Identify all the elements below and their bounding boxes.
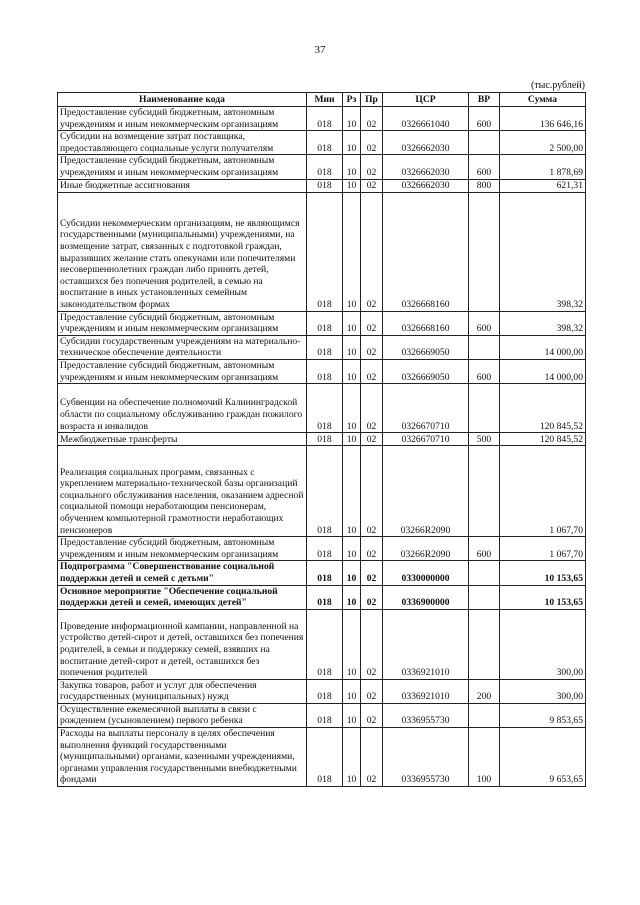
row-csr: 0326661040 [383, 107, 469, 131]
row-pr: 02 [361, 155, 383, 179]
row-sum: 14 000,00 [500, 359, 586, 383]
row-csr: 0326668160 [383, 311, 469, 335]
row-sum: 2 500,00 [500, 131, 586, 155]
row-pr: 02 [361, 131, 383, 155]
row-csr: 0330000000 [383, 561, 469, 585]
row-pr: 02 [361, 311, 383, 335]
row-rz: 10 [343, 446, 361, 537]
row-csr: 0326669050 [383, 335, 469, 359]
row-pr: 02 [361, 446, 383, 537]
row-min: 018 [307, 131, 343, 155]
row-rz: 10 [343, 155, 361, 179]
row-csr: 0326670710 [383, 384, 469, 433]
row-sum: 9 853,65 [500, 703, 586, 727]
row-rz: 10 [343, 192, 361, 311]
row-csr: 03266R2090 [383, 537, 469, 561]
row-vr: 800 [469, 179, 500, 192]
row-rz: 10 [343, 537, 361, 561]
row-min: 018 [307, 728, 343, 787]
table-row [58, 703, 586, 727]
row-sum: 1 878,69 [500, 155, 586, 179]
row-min: 018 [307, 192, 343, 311]
row-pr: 02 [361, 192, 383, 311]
row-rz: 10 [343, 585, 361, 609]
row-rz: 10 [343, 561, 361, 585]
row-vr [469, 446, 500, 537]
row-vr: 600 [469, 107, 500, 131]
row-name: Подпрограмма "Совершенствование социальной поддержки детей и семей с детьми" [58, 561, 307, 585]
header-sum: Сумма [500, 93, 586, 107]
row-rz: 10 [343, 703, 361, 727]
row-min: 018 [307, 384, 343, 433]
row-min: 018 [307, 359, 343, 383]
row-rz: 10 [343, 679, 361, 703]
table-row [58, 609, 586, 679]
row-name: Проведение информационной кампании, направленной на устройство детей-сирот и детей, оставшихся без попечения родителей, в семьи и поддержку семей, взявших на воспитание детей-сирот и детей, оставшихся без попечения родителей [58, 609, 307, 679]
row-vr [469, 585, 500, 609]
row-name: Предоставление субсидий бюджетным, автономным учреждениям и иным некоммерческим организациям [58, 537, 307, 561]
row-vr: 600 [469, 155, 500, 179]
row-vr [469, 384, 500, 433]
table-row [58, 179, 586, 192]
row-name: Предоставление субсидий бюджетным, автономным учреждениям и иным некоммерческим организациям [58, 311, 307, 335]
header-min: Мин [307, 93, 343, 107]
row-csr: 0336955730 [383, 703, 469, 727]
row-csr: 0326662030 [383, 131, 469, 155]
row-rz: 10 [343, 433, 361, 446]
row-vr [469, 703, 500, 727]
row-sum: 1 067,70 [500, 537, 586, 561]
table-row [58, 192, 586, 311]
row-rz: 10 [343, 728, 361, 787]
row-sum: 9 653,65 [500, 728, 586, 787]
row-rz: 10 [343, 179, 361, 192]
row-name: Предоставление субсидий бюджетным, автономным учреждениям и иным некоммерческим организациям [58, 107, 307, 131]
row-name: Субвенции на обеспечение полномочий Калининградской области по социальному обслуживанию граждан пожилого возраста и инвалидов [58, 384, 307, 433]
row-csr: 0336955730 [383, 728, 469, 787]
header-row [58, 93, 586, 107]
table-row [58, 561, 586, 585]
row-sum: 300,00 [500, 679, 586, 703]
row-min: 018 [307, 433, 343, 446]
row-rz: 10 [343, 359, 361, 383]
row-sum: 621,31 [500, 179, 586, 192]
row-name: Межбюджетные трансферты [58, 433, 307, 446]
table-row [58, 728, 586, 787]
row-name: Иные бюджетные ассигнования [58, 179, 307, 192]
row-pr: 02 [361, 728, 383, 787]
row-csr: 0336900000 [383, 585, 469, 609]
row-vr [469, 561, 500, 585]
row-sum: 300,00 [500, 609, 586, 679]
row-name: Основное мероприятие "Обеспечение социальной поддержки детей и семей, имеющих детей" [58, 585, 307, 609]
row-csr: 0326670710 [383, 433, 469, 446]
row-sum: 1 067,70 [500, 446, 586, 537]
unit-note: (тыс.рублей) [530, 80, 585, 91]
header-name: Наименование кода [58, 93, 307, 107]
row-min: 018 [307, 311, 343, 335]
row-pr: 02 [361, 561, 383, 585]
row-rz: 10 [343, 131, 361, 155]
row-sum: 10 153,65 [500, 561, 586, 585]
row-csr: 0326668160 [383, 192, 469, 311]
row-name: Субсидии государственным учреждениям на материально-техническое обеспечение деятельности [58, 335, 307, 359]
row-pr: 02 [361, 679, 383, 703]
row-pr: 02 [361, 609, 383, 679]
row-sum: 120 845,52 [500, 384, 586, 433]
header-csr: ЦСР [383, 93, 469, 107]
row-min: 018 [307, 155, 343, 179]
row-pr: 02 [361, 179, 383, 192]
row-min: 018 [307, 609, 343, 679]
row-csr: 0336921010 [383, 679, 469, 703]
row-pr: 02 [361, 335, 383, 359]
row-csr: 0326662030 [383, 179, 469, 192]
header-vr: ВР [469, 93, 500, 107]
row-sum: 398,32 [500, 311, 586, 335]
row-vr: 200 [469, 679, 500, 703]
table-row [58, 446, 586, 537]
row-min: 018 [307, 679, 343, 703]
table-row [58, 107, 586, 131]
row-vr: 600 [469, 537, 500, 561]
table-row [58, 585, 586, 609]
row-min: 018 [307, 335, 343, 359]
row-rz: 10 [343, 311, 361, 335]
table-row [58, 335, 586, 359]
page-number: 37 [314, 44, 326, 56]
row-pr: 02 [361, 107, 383, 131]
row-vr: 500 [469, 433, 500, 446]
row-min: 018 [307, 703, 343, 727]
row-vr [469, 609, 500, 679]
row-name: Осуществление ежемесячной выплаты в связи с рождением (усыновлением) первого ребенка [58, 703, 307, 727]
table-row [58, 155, 586, 179]
row-sum: 398,32 [500, 192, 586, 311]
row-pr: 02 [361, 359, 383, 383]
table-row [58, 537, 586, 561]
row-pr: 02 [361, 585, 383, 609]
row-rz: 10 [343, 609, 361, 679]
row-min: 018 [307, 179, 343, 192]
row-name: Субсидии некоммерческим организациям, не являющимся государственными (муниципальными) учреждениями, на возмещение затрат, связанных с подготовкой граждан, выразивших желание стать опекунами или попечителями несовершеннолетних граждан либо принять детей, оставшихся без попечения родителей, в семью на воспитание в иных установленных семейным законодательством формах [58, 192, 307, 311]
row-vr: 100 [469, 728, 500, 787]
row-vr: 600 [469, 311, 500, 335]
row-name: Реализация социальных программ, связанных с укреплением материально-технической базы организаций социального обслуживания населения, оказанием адресной социальной помощи неработающим пенсионерам, обучением компьютерной грамотности неработающих пенсионеров [58, 446, 307, 537]
row-csr: 0326662030 [383, 155, 469, 179]
row-vr [469, 192, 500, 311]
budget-table [57, 92, 586, 787]
header-rz: Рз [343, 93, 361, 107]
row-sum: 120 845,52 [500, 433, 586, 446]
row-pr: 02 [361, 433, 383, 446]
table-row [58, 679, 586, 703]
row-name: Предоставление субсидий бюджетным, автономным учреждениям и иным некоммерческим организациям [58, 155, 307, 179]
row-csr: 03266R2090 [383, 446, 469, 537]
table-row [58, 384, 586, 433]
row-pr: 02 [361, 703, 383, 727]
row-name: Субсидии на возмещение затрат поставщика, предоставляющего социальные услуги получателям [58, 131, 307, 155]
row-sum: 10 153,65 [500, 585, 586, 609]
row-vr [469, 335, 500, 359]
row-pr: 02 [361, 384, 383, 433]
row-rz: 10 [343, 384, 361, 433]
row-name: Расходы на выплаты персоналу в целях обеспечения выполнения функций государственными (муниципальными) органами, казенными учреждениями, органами управления государственными внебюджетными фондами [58, 728, 307, 787]
row-min: 018 [307, 561, 343, 585]
row-min: 018 [307, 446, 343, 537]
table-header [58, 93, 586, 107]
row-min: 018 [307, 585, 343, 609]
table-row [58, 311, 586, 335]
row-sum: 14 000,00 [500, 335, 586, 359]
row-sum: 136 646,16 [500, 107, 586, 131]
row-csr: 0336921010 [383, 609, 469, 679]
row-name: Предоставление субсидий бюджетным, автономным учреждениям и иным некоммерческим организациям [58, 359, 307, 383]
row-name: Закупка товаров, работ и услуг для обеспечения государственных (муниципальных) нужд [58, 679, 307, 703]
row-vr [469, 131, 500, 155]
table-row [58, 131, 586, 155]
row-csr: 0326669050 [383, 359, 469, 383]
row-min: 018 [307, 107, 343, 131]
table-row [58, 433, 586, 446]
row-min: 018 [307, 537, 343, 561]
header-pr: Пр [361, 93, 383, 107]
row-pr: 02 [361, 537, 383, 561]
row-rz: 10 [343, 335, 361, 359]
row-vr: 600 [469, 359, 500, 383]
row-rz: 10 [343, 107, 361, 131]
table-body [58, 107, 586, 787]
table-row [58, 359, 586, 383]
